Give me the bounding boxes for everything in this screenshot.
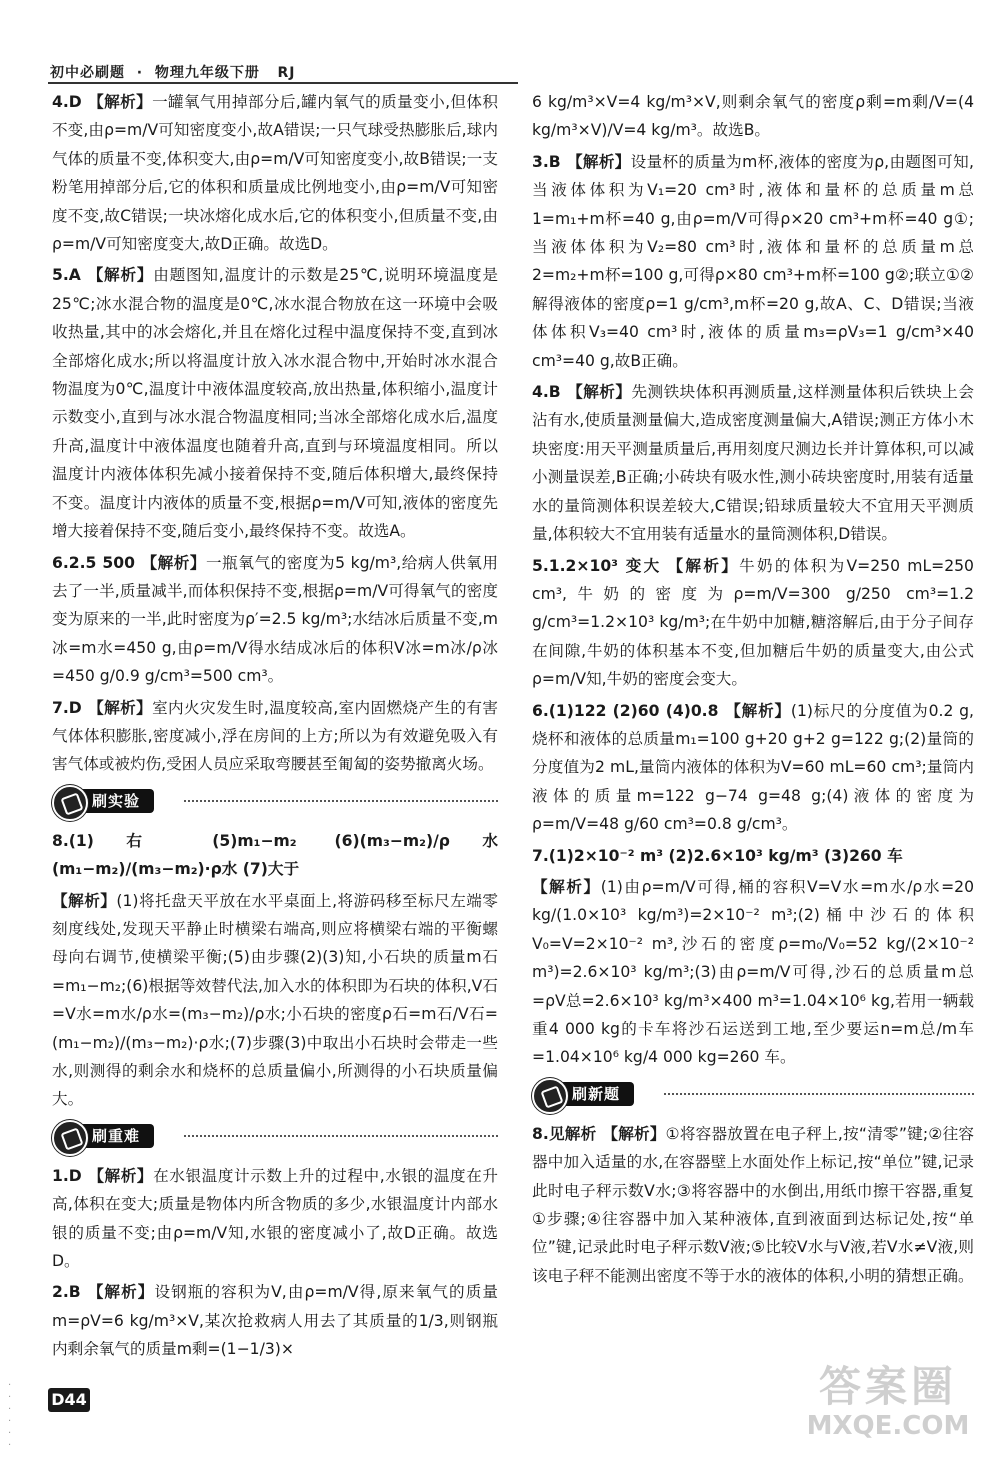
item-number: 6. xyxy=(52,553,69,572)
answer-key: B xyxy=(68,1283,81,1302)
section-badge-icon xyxy=(52,785,88,821)
analysis-text: 设钢瓶的容积为V,由ρ=m/V得,原来氧气的质量m=ρV=6 kg/m³×V,某次抢救病人用去了其质量的1/3,则钢瓶内剩余氧气的质量m剩=(1−1/3)× xyxy=(52,1283,498,1359)
item-number: 5. xyxy=(52,266,69,285)
analysis-text: (1)标尺的分度值为0.2 g,烧杯和液体的总质量m₁=100 g+20 g+2 g=122 g;(2)量筒的分度值为2 mL,量筒内液体的体积为V=60 mL=60 cm³;量筒内液体的质量m=122 g−74 g=48 g;(4)液体的密度为ρ=m/V=48 g/60 cm³=0.8 g/cm³。 xyxy=(532,701,974,834)
analysis-tag: 【解析】 xyxy=(87,93,153,111)
answer-item xyxy=(52,1162,498,1276)
analysis-text: 6 kg/m³×V=4 kg/m³×V,则剩余氧气的密度ρ剩=m剩/V=(4 kg/m³×V)/V=4 kg/m³。故选B。 xyxy=(532,93,974,140)
left-column xyxy=(52,88,498,1367)
answer-item xyxy=(52,694,498,779)
answer-key: B xyxy=(548,383,561,402)
answer-key: (1)2×10⁻² m³ (2)2.6×10³ kg/m³ (3)260 车 xyxy=(548,846,903,865)
section-badge-icon xyxy=(52,1120,88,1156)
answer-key: (1)右 (5)m₁−m₂ (6)(m₃−m₂)/ρ水 (m₁−m₂)/(m₃−m₂)·ρ水 (7)大于 xyxy=(52,831,498,879)
analysis-text: 先测铁块体积再测质量,这样测量体积后铁块上会沾有水,使质量测量偏大,造成密度测量偏大,A错误;测正方体小木块密度:用天平测量质量后,再用刻度尺测边长并计算体积,可以减小测量误差,B正确;小砖块有吸水性,测小砖块密度时,用装有适量水的量筒测体积误差较大,C错误;铅球质量较大不宜用天平测质量,体积较大不宜用装有适量水的量筒测体积,D错误。 xyxy=(532,383,974,544)
answer-item xyxy=(52,88,498,258)
answer-item xyxy=(532,148,974,375)
analysis-tag: 【解析】 xyxy=(602,1124,666,1143)
answer-item xyxy=(532,88,974,145)
header-text: 初中必刷题 · 物理九年级下册 RJ xyxy=(50,65,296,81)
answer-item xyxy=(532,1120,974,1290)
answer-key: (1)122 (2)60 (4)0.8 xyxy=(548,701,719,720)
analysis-tag: 【解析】 xyxy=(667,556,740,575)
section-badge-icon xyxy=(532,1078,568,1114)
analysis-tag: 【解析】 xyxy=(566,152,631,171)
analysis-tag: 【解析】 xyxy=(724,701,791,720)
analysis-tag: 【解析】 xyxy=(52,891,117,910)
analysis-text: (1)由ρ=m/V可得,桶的容积V=V水=m水/ρ水=20 kg/(1.0×10³ kg/m³)=2×10⁻² m³;(2)桶中沙石的体积V₀=V=2×10⁻² m³,沙石的密度ρ=m₀/V₀=52 kg/(2×10⁻² m³)=2.6×10³ kg/m³;(3)由ρ=m/V可得,沙石的总质量m总=ρV总=2.6×10³ kg/m³×400 m³=1.04×10⁶ kg,若用一辆载重4 000 kg的卡车将沙石运送到工地,至少要运n=m总/m车=1.04×10⁶ kg/4 000 kg=260 车。 xyxy=(532,877,974,1067)
item-number: 7. xyxy=(52,698,69,717)
section-divider xyxy=(184,1135,498,1137)
page-number: D44 xyxy=(48,1388,90,1412)
analysis-tag: 【解析】 xyxy=(532,877,601,896)
item-number: 2. xyxy=(52,1283,69,1302)
answer-key: B xyxy=(548,152,561,171)
item-number: 5. xyxy=(532,556,549,575)
margin-dots: · · · · · · xyxy=(8,1380,12,1451)
answer-key: 见解析 xyxy=(548,1124,597,1143)
analysis-text: 设量杯的质量为m杯,液体的密度为ρ,由题图可知,当液体体积为V₁=20 cm³时,液体和量杯的总质量m总1=m₁+m杯=40 g,由ρ=m/V可得ρ×20 cm³+m杯=40 g①;当液体体积为V₂=80 cm³时,液体和量杯的总质量m总2=m₂+m杯=100 g,可得ρ×80 cm³+m杯=100 g②;联立①②解得液体的密度ρ=1 g/cm³,m杯=20 g,故A、C、D错误;当液体体积V₃=40 cm³时,液体的质量m₃=ρV₃=1 g/cm³×40 cm³=40 g,故B正确。 xyxy=(532,152,974,370)
answer-key: 2.5 500 xyxy=(68,553,135,572)
answer-item xyxy=(52,549,498,691)
section-divider xyxy=(664,1093,974,1095)
header-book: 初中必刷题 xyxy=(50,65,125,81)
section-title: 刷新题 xyxy=(542,1082,634,1106)
section-title: 刷重难 xyxy=(62,1124,154,1148)
watermark-url: MXQE.COM xyxy=(806,1411,970,1441)
header-subject: 物理九年级下册 xyxy=(154,65,260,81)
answer-item xyxy=(532,378,974,548)
section-header xyxy=(52,785,498,819)
answer-item xyxy=(532,552,974,694)
item-number: 3. xyxy=(532,152,549,171)
header-edition: RJ xyxy=(277,65,296,81)
analysis-text: 由题图知,温度计的示数是25℃,说明环境温度是25℃;冰水混合物的温度是0℃,冰水混合物放在这一环境中会吸收热量,其中的冰会熔化,并且在熔化过程中温度保持不变,直到冰全部熔化成水;所以将温度计放入冰水混合物中,开始时冰水混合物温度为0℃,温度计中液体温度较高,放出热量,体积缩小,温度计示数变小,直到与冰水混合物温度相同;当冰全部熔化成水后,温度升高,温度计中液体温度也随着升高,直到与环境温度相同。所以温度计内液体体积先减小接着保持不变,随后体积增大,最终保持不变。温度计内液体的质量不变,根据ρ=m/V可知,液体的密度先增大接着保持不变,随后变小,最终保持不变。故选A。 xyxy=(52,266,498,541)
answer-key: D xyxy=(68,698,82,717)
analysis-tag: 【解析】 xyxy=(140,553,207,572)
analysis-text: 室内火灾发生时,温度较高,室内固燃烧产生的有害气体体积膨胀,密度减小,浮在房间的上方;所以为有效避免吸入有害气体或被灼伤,受困人员应采取弯腰甚至匍匐的姿势撤离火场。 xyxy=(52,698,498,774)
section-title: 刷实验 xyxy=(62,789,154,813)
item-number: 4. xyxy=(532,383,549,402)
section-header xyxy=(532,1078,974,1112)
analysis-tag: 【解析】 xyxy=(87,1166,154,1185)
item-number: 1. xyxy=(52,1166,69,1185)
answer-item xyxy=(52,827,498,884)
answer-key: D xyxy=(68,93,82,111)
answer-item xyxy=(532,697,974,839)
analysis-text: 一罐氧气用掉部分后,罐内氧气的质量变小,但体积不变,由ρ=m/V可知密度变小,故A错误;一只气球受热膨胀后,球内气体的质量不变,体积变大,由ρ=m/V可知密度变小,故B错误;一支粉笔用掉部分后,它的体积和质量成比例地变小,由ρ=m/V可知密度不变,故C错误;一块冰熔化成水后,它的体积变小,但质量不变,由ρ=m/V可知密度变大,故D正确。故选D。 xyxy=(52,93,498,254)
analysis-text: ①将容器放置在电子秤上,按“清零”键;②往容器中加入适量的水,在容器壁上水面处作上标记,按“单位”键,记录此时电子秤示数V水;③将容器中的水倒出,用纸巾擦干容器,重复①步骤;④往容器中加入某种液体,直到液面到达标记处,按“单位”键,记录此时电子秤示数V液;⑤比较V水与V液,若V水≠V液,则该电子秤不能测出密度不等于水的液体的体积,小明的猜想正确。 xyxy=(532,1124,974,1285)
answer-item xyxy=(52,1278,498,1363)
analysis-tag: 【解析】 xyxy=(566,383,632,402)
answer-item xyxy=(52,887,498,1114)
section-header xyxy=(52,1120,498,1154)
item-number: 4. xyxy=(52,93,69,111)
item-number: 6. xyxy=(532,701,549,720)
section-divider xyxy=(184,800,498,802)
analysis-tag: 【解析】 xyxy=(86,1283,155,1302)
analysis-text: 牛奶的体积为V=250 mL=250 cm³,牛奶的密度为ρ=m/V=300 g/250 cm³=1.2 g/cm³=1.2×10³ kg/m³;在牛奶中加糖,糖溶解后,由于分子间存在间隙,牛奶的体积基本不变,但加糖后牛奶的质量变大,由公式ρ=m/V知,牛奶的密度会变大。 xyxy=(532,556,974,689)
item-number: 8. xyxy=(52,831,69,850)
watermark-title: 答案圈 xyxy=(818,1362,957,1411)
analysis-tag: 【解析】 xyxy=(86,266,154,285)
analysis-text: (1)将托盘天平放在水平桌面上,将游码移至标尺左端零刻度线处,发现天平静止时横梁右端高,则应将横梁右端的平衡螺母向右调节,使横梁平衡;(5)由步骤(2)(3)知,小石块的质量m石=m₁−m₂;(6)根据等效替代法,加入水的体积即为石块的体积,V石=V水=m水/ρ水=(m₃−m₂)/ρ水;小石块的密度ρ石=m石/V石=(m₁−m₂)/(m₃−m₂)·ρ水;(7)步骤(3)中取出小石块时会带走一些水,则测得的剩余水和烧杯的总质量偏小,所测得的小石块质量偏大。 xyxy=(52,891,498,1109)
answer-key: 1.2×10³ 变大 xyxy=(548,556,662,575)
item-number: 7. xyxy=(532,846,549,865)
answer-key: D xyxy=(68,1166,82,1185)
answer-item xyxy=(532,842,974,870)
answer-item xyxy=(52,261,498,545)
header-rule xyxy=(48,82,518,84)
analysis-text: 一瓶氧气的密度为5 kg/m³,给病人供氧用去了一半,质量减半,而体积保持不变,根据ρ=m/V可得氧气的密度变为原来的一半,此时密度为ρ′=2.5 kg/m³;水结冰后质量不变,m冰=m水=450 g,由ρ=m/V得水结成冰后的体积V冰=m冰/ρ冰=450 g/0.9 g/cm³=500 cm³。 xyxy=(52,553,498,686)
answer-item xyxy=(532,873,974,1072)
answer-key: A xyxy=(68,266,81,285)
analysis-text: 在水银温度计示数上升的过程中,水银的温度在升高,体积在变大;质量是物体内所含物质的多少,水银温度计内部水银的质量不变;由ρ=m/V知,水银的密度减小了,故D正确。故选D。 xyxy=(52,1166,498,1271)
right-column xyxy=(532,88,974,1293)
item-number: 8. xyxy=(532,1124,549,1143)
watermark xyxy=(798,1363,978,1441)
analysis-tag: 【解析】 xyxy=(87,698,153,717)
